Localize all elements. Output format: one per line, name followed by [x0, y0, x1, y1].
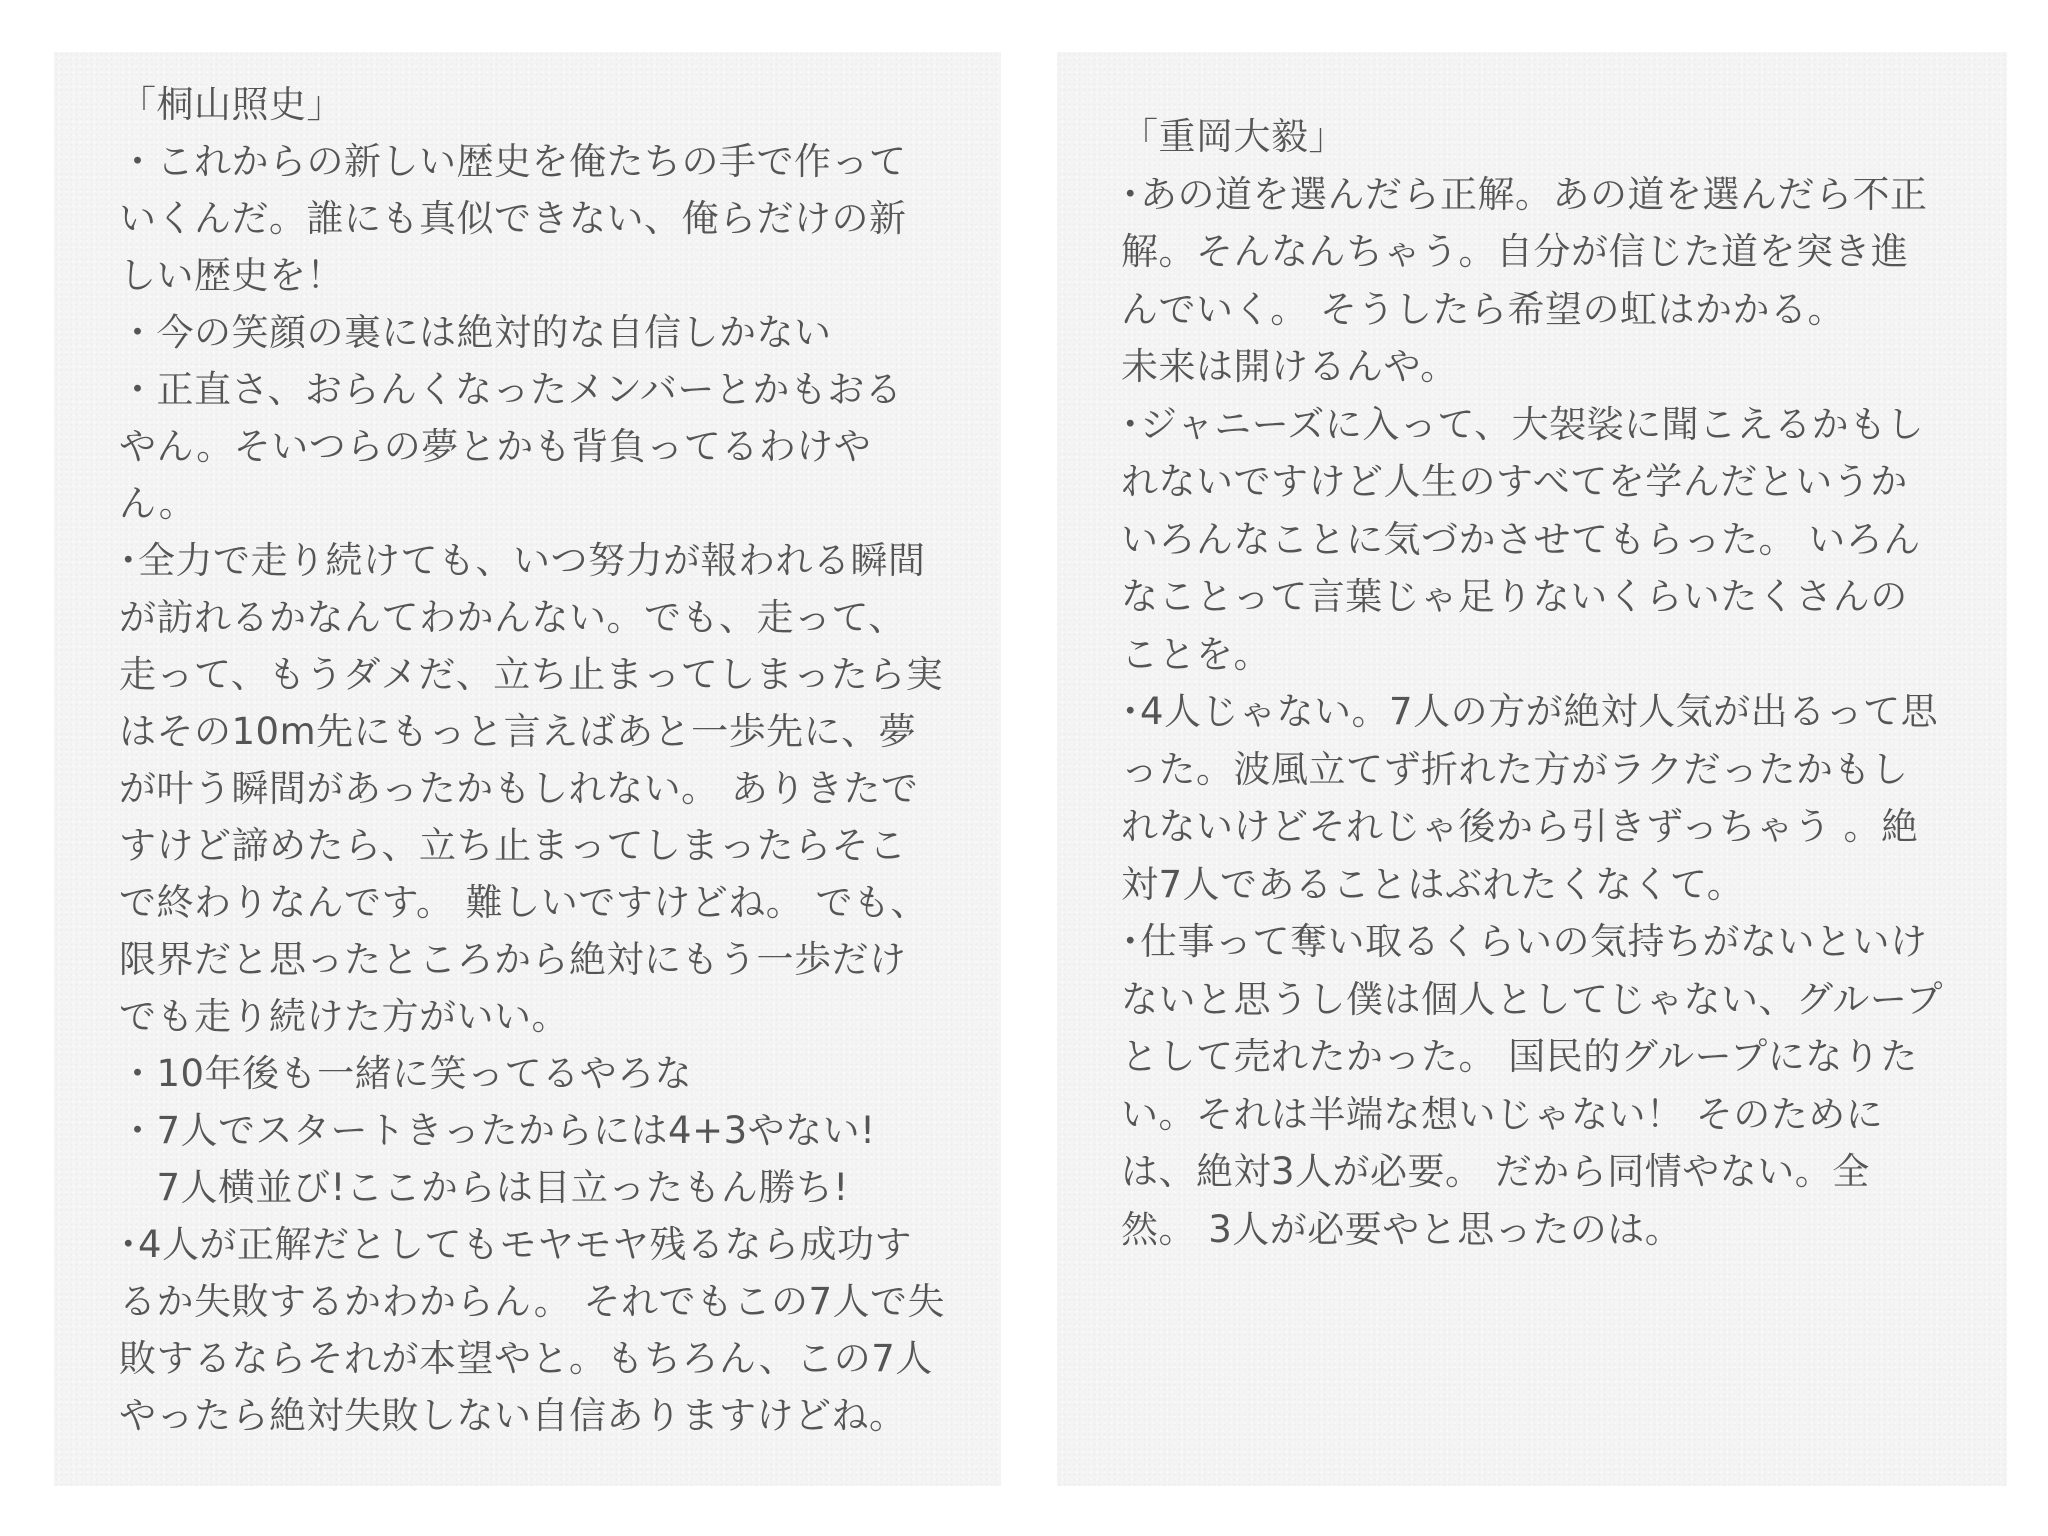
left-text-line: ・10年後も一緒に笑ってるやろな [119, 1052, 693, 1095]
right-text-line: 対7人であることはぶれたくなくて。 [1121, 862, 1745, 906]
left-card-title: 「桐山照史」 [119, 83, 344, 126]
left-text-line: はその10m先にもっと言えばあと一歩先に、夢 [119, 710, 917, 753]
right-text-line: ･仕事って奪い取るくらいの気持ちがないといけ [1121, 920, 1928, 963]
left-text-line: ん。 [119, 482, 197, 525]
left-text-line: しい歴史を！ [119, 254, 344, 297]
left-text-line: いくんだ。誰にも真似できない、俺らだけの新 [119, 197, 907, 240]
left-text-line: が叶う瞬間があったかもしれない。 ありきたで [119, 767, 919, 810]
right-text-line: ないと思うし僕は個人としてじゃない、グループ [1121, 977, 1944, 1021]
right-text-line: なことって言葉じゃ足りないくらいたくさんの [1121, 575, 1908, 618]
left-text-line: ・7人でスタートきったからには4+3やない! [119, 1109, 876, 1152]
right-text-line: ･4人じゃない。7人の方が絶対人気が出るって思 [1121, 690, 1939, 733]
left-text-line: ･4人が正解だとしてもモヤモヤ残るなら成功す [119, 1223, 913, 1266]
left-text-line: すけど諦めたら、立ち止まってしまったらそこ [119, 824, 907, 867]
left-text-line: 敗するならそれが本望やと。もちろん、この7人 [119, 1337, 933, 1380]
left-text-line: で終わりなんです。 難しいですけどね。 でも、 [119, 881, 929, 924]
left-text-line: 限界だと思ったところから絶対にもう一歩だけ [119, 938, 907, 981]
right-text-line: 解。そんなんちゃう。自分が信じた道を突き進 [1121, 230, 1909, 273]
right-text-line: ことを。 [1121, 632, 1271, 676]
right-text-line: んでいく。 そうしたら希望の虹はかかる。 [1121, 287, 1846, 331]
left-text-line: ・正直さ、おらんくなったメンバーとかもおる [119, 368, 903, 411]
left-quote-card [54, 52, 1001, 1486]
left-text-line: が訪れるかなんてわかんない。でも、走って、 [119, 596, 906, 639]
left-text-line: ・これからの新しい歴史を俺たちの手で作って [119, 140, 907, 183]
right-card-title: 「重岡大毅」 [1121, 115, 1346, 158]
left-text-line: 7人横並び!ここからは目立ったもん勝ち! [119, 1166, 849, 1209]
right-quote-card [1057, 52, 2007, 1486]
right-text-line: は、絶対3人が必要。 だから同情やない。全 [1121, 1150, 1870, 1193]
right-text-line: いろんなことに気づかさせてもらった。 いろん [1121, 517, 1921, 561]
right-text-line: い。それは半端な想いじゃない！ そのために [1121, 1092, 1884, 1136]
right-text-line: 未来は開けるんや。 [1121, 345, 1458, 388]
left-text-line: やん。そいつらの夢とかも背負ってるわけや [119, 425, 872, 468]
left-text-line: ・今の笑顔の裏には絶対的な自信しかない [119, 311, 832, 354]
right-text-line: 然。 3人が必要やと思ったのは。 [1121, 1207, 1683, 1251]
left-text-line: 走って、もうダメだ、立ち止まってしまったら実 [119, 653, 944, 696]
right-text-line: として売れたかった。 国民的グループになりた [1121, 1035, 1918, 1078]
right-text-line: った。波風立てず折れた方がラクだったかもし [1121, 747, 1909, 791]
right-text-line: ･あの道を選んだら正解。あの道を選んだら不正 [1121, 172, 1928, 216]
right-text-line: ･ジャニーズに入って、大袈裟に聞こえるかもし [1121, 402, 1925, 446]
right-text-line: れないけどそれじゃ後から引きずっちゃう 。絶 [1121, 805, 1919, 848]
left-text-line: でも走り続けた方がいい。 [119, 995, 569, 1038]
left-text-line: ･全力で走り続けても、いつ努力が報われる瞬間 [119, 539, 926, 582]
left-text-line: やったら絶対失敗しない自信ありますけどね。 [119, 1394, 907, 1437]
left-text-line: るか失敗するかわからん。 それでもこの7人で失 [119, 1280, 946, 1323]
right-text-line: れないですけど人生のすべてを学んだというか [1121, 460, 1908, 503]
